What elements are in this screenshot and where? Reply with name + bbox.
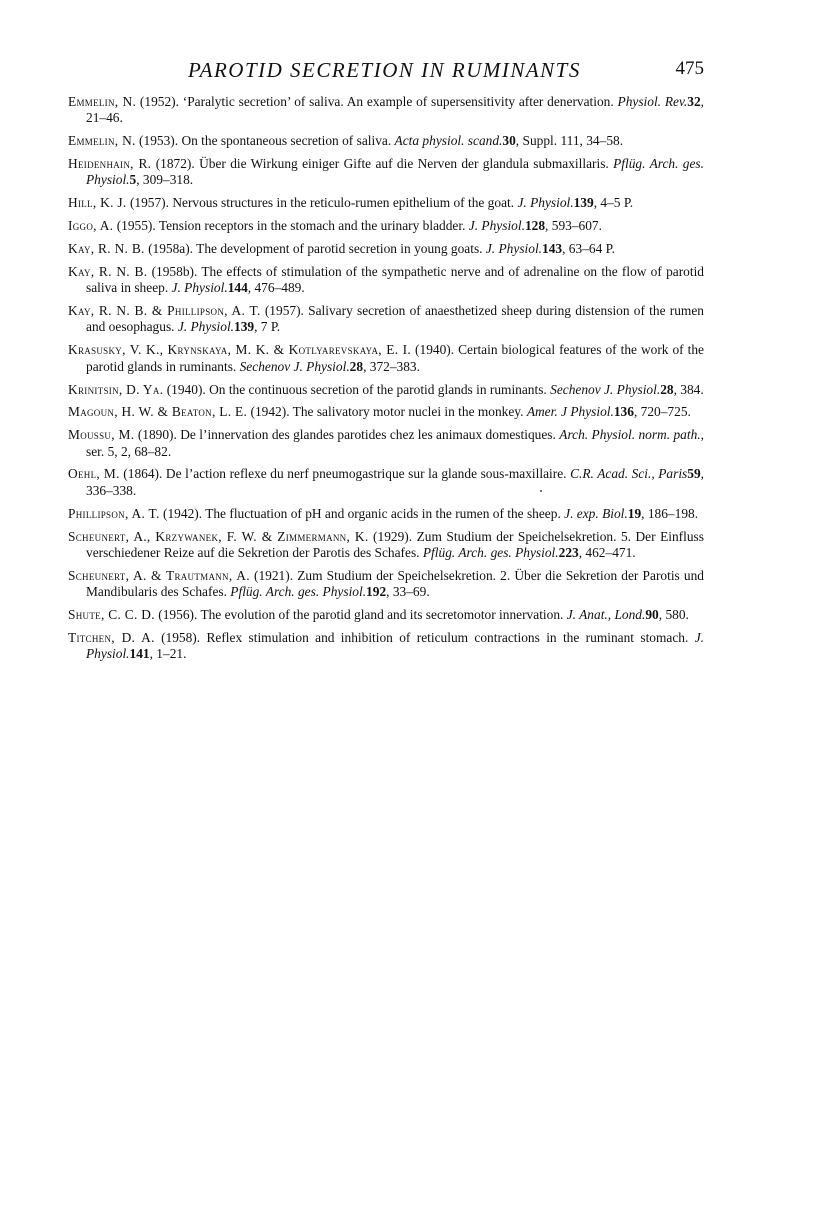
reference-volume: 141	[129, 646, 150, 662]
reference-pages: , 384.	[673, 381, 704, 397]
reference-journal: Pflüg. Arch. ges. Physiol.	[422, 544, 559, 560]
reference-volume: 19	[627, 505, 642, 521]
reference-title: De l’action reflexe du nerf pneumogastrique sur la glande sous-maxillaire.	[165, 466, 571, 482]
reference-title: ‘Paralytic secretion’ of saliva. An example of supersensitivity after denervation.	[182, 94, 618, 109]
reference-title: Tension receptors in the stomach and the urinary bladder.	[158, 218, 469, 234]
reference-title: The salivatory motor nuclei in the monkey.	[292, 404, 527, 420]
reference-item	[68, 195, 704, 211]
reference-pages: , 372–383.	[363, 358, 420, 374]
reference-year: (1956).	[154, 606, 201, 622]
reference-volume: 5	[129, 172, 137, 188]
reference-pages: , 186–198.	[641, 505, 699, 521]
page-number: 475	[675, 58, 704, 79]
reference-item	[68, 382, 704, 398]
reference-pages: , 4–5 P.	[593, 195, 634, 211]
reference-pages: , 63–64 P.	[562, 241, 615, 257]
reference-year: (1921).	[249, 567, 298, 583]
reference-journal: J. Physiol.	[177, 319, 235, 335]
reference-year: (1953).	[135, 133, 182, 149]
reference-journal: Pflüg. Arch. ges. Physiol.	[86, 156, 704, 188]
reference-author: Krasusky, V. K., Krynskaya, M. K. & Kotlyarevskaya, E. I.	[68, 342, 412, 358]
reference-pages: , 593–607.	[545, 218, 602, 234]
reference-pages: , ser. 5, 2, 68–82.	[86, 427, 704, 459]
reference-journal: J. Physiol.	[517, 195, 574, 211]
reference-year: (1958).	[154, 629, 207, 645]
reference-item	[68, 94, 704, 127]
reference-item	[68, 607, 704, 623]
reference-author: Kay, R. N. B.	[68, 263, 148, 279]
reference-title: The fluctuation of pH and organic acids in the rumen of the sheep.	[205, 505, 565, 521]
reference-volume: 139	[234, 319, 255, 335]
reference-journal: Sechenov J. Physiol.	[550, 381, 661, 397]
reference-year: (1942).	[159, 505, 206, 521]
reference-year: (1957).	[126, 195, 173, 211]
reference-title: Über die Wirkung einiger Gifte auf die Nerven der glandula submaxillaris.	[199, 156, 614, 172]
reference-volume: 192	[366, 584, 387, 600]
reference-item	[68, 568, 704, 601]
reference-title: Reflex stimulation and inhibition of reticulum contractions in the ruminant stomach.	[206, 629, 695, 645]
page	[68, 58, 704, 669]
reference-pages: , 1–21.	[149, 646, 187, 662]
reference-author: Heidenhain, R.	[68, 156, 152, 172]
reference-year: (1929).	[368, 528, 417, 544]
reference-author: Scheunert, A., Krzywanek, F. W. & Zimmermann, K.	[68, 528, 369, 544]
reference-author: Iggo, A.	[68, 218, 114, 234]
reference-author: Shute, C. C. D.	[68, 606, 155, 622]
page-header	[68, 58, 704, 84]
reference-journal: Physiol. Rev.	[617, 94, 688, 109]
reference-pages: , 462–471.	[578, 544, 636, 560]
reference-year: (1955).	[113, 218, 159, 234]
reference-journal: J. Physiol.	[171, 280, 228, 296]
reference-volume: 139	[573, 195, 594, 211]
reference-volume: 32	[687, 94, 701, 109]
reference-pages: , 580.	[658, 606, 689, 622]
reference-title: De l’innervation des glandes parotides chez les animaux domestiques.	[180, 427, 560, 443]
reference-item	[68, 156, 704, 189]
reference-volume: 28	[349, 358, 364, 374]
reference-volume: 223	[558, 544, 579, 560]
reference-item	[68, 529, 704, 562]
reference-journal: C.R. Acad. Sci., Paris	[570, 466, 688, 482]
reference-author: Kay, R. N. B.	[68, 241, 145, 257]
reference-author: Emmelin, N.	[68, 94, 137, 109]
reference-list	[68, 94, 704, 662]
reference-author: Titchen, D. A.	[68, 629, 155, 645]
reference-volume: 136	[613, 404, 634, 420]
reference-title: Certain biological features of the work of the parotid glands in ruminants.	[86, 342, 704, 374]
stray-mark	[540, 490, 542, 492]
reference-title: The effects of stimulation of the sympathetic nerve and of adrenaline on the flow of parotid saliva in sheep.	[86, 263, 704, 296]
reference-title: The evolution of the parotid gland and its secretomotor innervation.	[200, 606, 567, 622]
reference-year: (1952).	[136, 94, 183, 109]
reference-pages: , 7 P.	[254, 319, 281, 335]
reference-journal: J. Physiol.	[468, 218, 525, 234]
reference-author: Scheunert, A. & Trautmann, A.	[68, 567, 250, 583]
reference-item	[68, 506, 704, 522]
reference-journal: Amer. J Physiol.	[526, 404, 614, 420]
reference-author: Magoun, H. W. & Beaton, L. E.	[68, 404, 248, 420]
reference-author: Hill, K. J.	[68, 195, 127, 211]
reference-volume: 28	[660, 381, 674, 397]
reference-year: (1958b).	[147, 263, 202, 279]
reference-title: Salivary secretion of anaesthetized sheep during distension of the rumen and oesophagus.	[86, 303, 704, 335]
reference-item	[68, 264, 704, 297]
reference-item	[68, 342, 704, 375]
reference-title: Zum Studium der Speichelsekretion. 5. Der Einfluss verschiedener Reize auf die Sekretion der Parotis des Schafes.	[86, 528, 704, 560]
reference-journal: J. Physiol.	[86, 629, 704, 662]
reference-author: Moussu, M.	[68, 427, 135, 443]
reference-author: Phillipson, A. T.	[68, 505, 160, 521]
reference-journal: J. Anat., Lond.	[566, 606, 646, 622]
reference-year: (1864).	[119, 466, 166, 482]
reference-year: (1940).	[411, 342, 459, 358]
reference-year: (1957).	[260, 303, 309, 319]
reference-pages: , 21–46.	[86, 94, 704, 126]
reference-journal: Pflüg. Arch. ges. Physiol.	[230, 584, 367, 600]
reference-author: Kay, R. N. B. & Phillipson, A. T.	[68, 303, 261, 319]
reference-pages: , 33–69.	[386, 584, 430, 600]
reference-year: (1890).	[134, 427, 181, 443]
reference-item	[68, 133, 704, 149]
running-title: PAROTID SECRETION IN RUMINANTS	[188, 58, 581, 82]
reference-item	[68, 241, 704, 257]
reference-title: On the continuous secretion of the parotid glands in ruminants.	[209, 381, 551, 397]
reference-year: (1872).	[151, 156, 200, 172]
reference-author: Oehl, M.	[68, 466, 120, 482]
reference-journal: Acta physiol. scand.	[394, 133, 503, 149]
reference-item	[68, 404, 704, 420]
reference-volume: 90	[645, 606, 659, 622]
reference-pages: , 309–318.	[136, 172, 194, 188]
reference-volume: 143	[542, 241, 563, 257]
reference-item	[68, 466, 704, 499]
reference-item	[68, 218, 704, 234]
reference-volume: 144	[227, 280, 248, 296]
reference-volume: 59	[687, 466, 701, 482]
reference-journal: J. Physiol.	[485, 241, 543, 257]
reference-volume: 128	[524, 218, 546, 234]
reference-pages: , 336–338.	[86, 466, 705, 498]
reference-journal: J. exp. Biol.	[564, 505, 628, 521]
reference-pages: , 720–725.	[633, 404, 691, 420]
reference-item	[68, 630, 704, 663]
reference-volume: 30	[502, 133, 516, 149]
reference-journal: Sechenov J. Physiol.	[239, 358, 350, 374]
reference-year: (1958a).	[144, 241, 197, 257]
reference-journal: Arch. Physiol. norm. path.	[559, 427, 701, 443]
reference-title: Zum Studium der Speichelsekretion. 2. Über die Sekretion der Parotis und Mandibularis des Schafes.	[86, 567, 704, 600]
reference-title: The development of parotid secretion in young goats.	[196, 241, 486, 257]
reference-author: Emmelin, N.	[68, 133, 136, 149]
reference-year: (1940).	[163, 381, 210, 397]
reference-pages: , Suppl. 111, 34–58.	[515, 133, 624, 149]
reference-item	[68, 303, 704, 336]
reference-author: Krinitsin, D. Ya.	[68, 381, 164, 397]
reference-title: On the spontaneous secretion of saliva.	[181, 133, 395, 149]
reference-item	[68, 427, 704, 460]
reference-title: Nervous structures in the reticulo-rumen epithelium of the goat.	[172, 195, 518, 211]
reference-pages: , 476–489.	[247, 280, 305, 296]
reference-year: (1942).	[247, 404, 293, 420]
